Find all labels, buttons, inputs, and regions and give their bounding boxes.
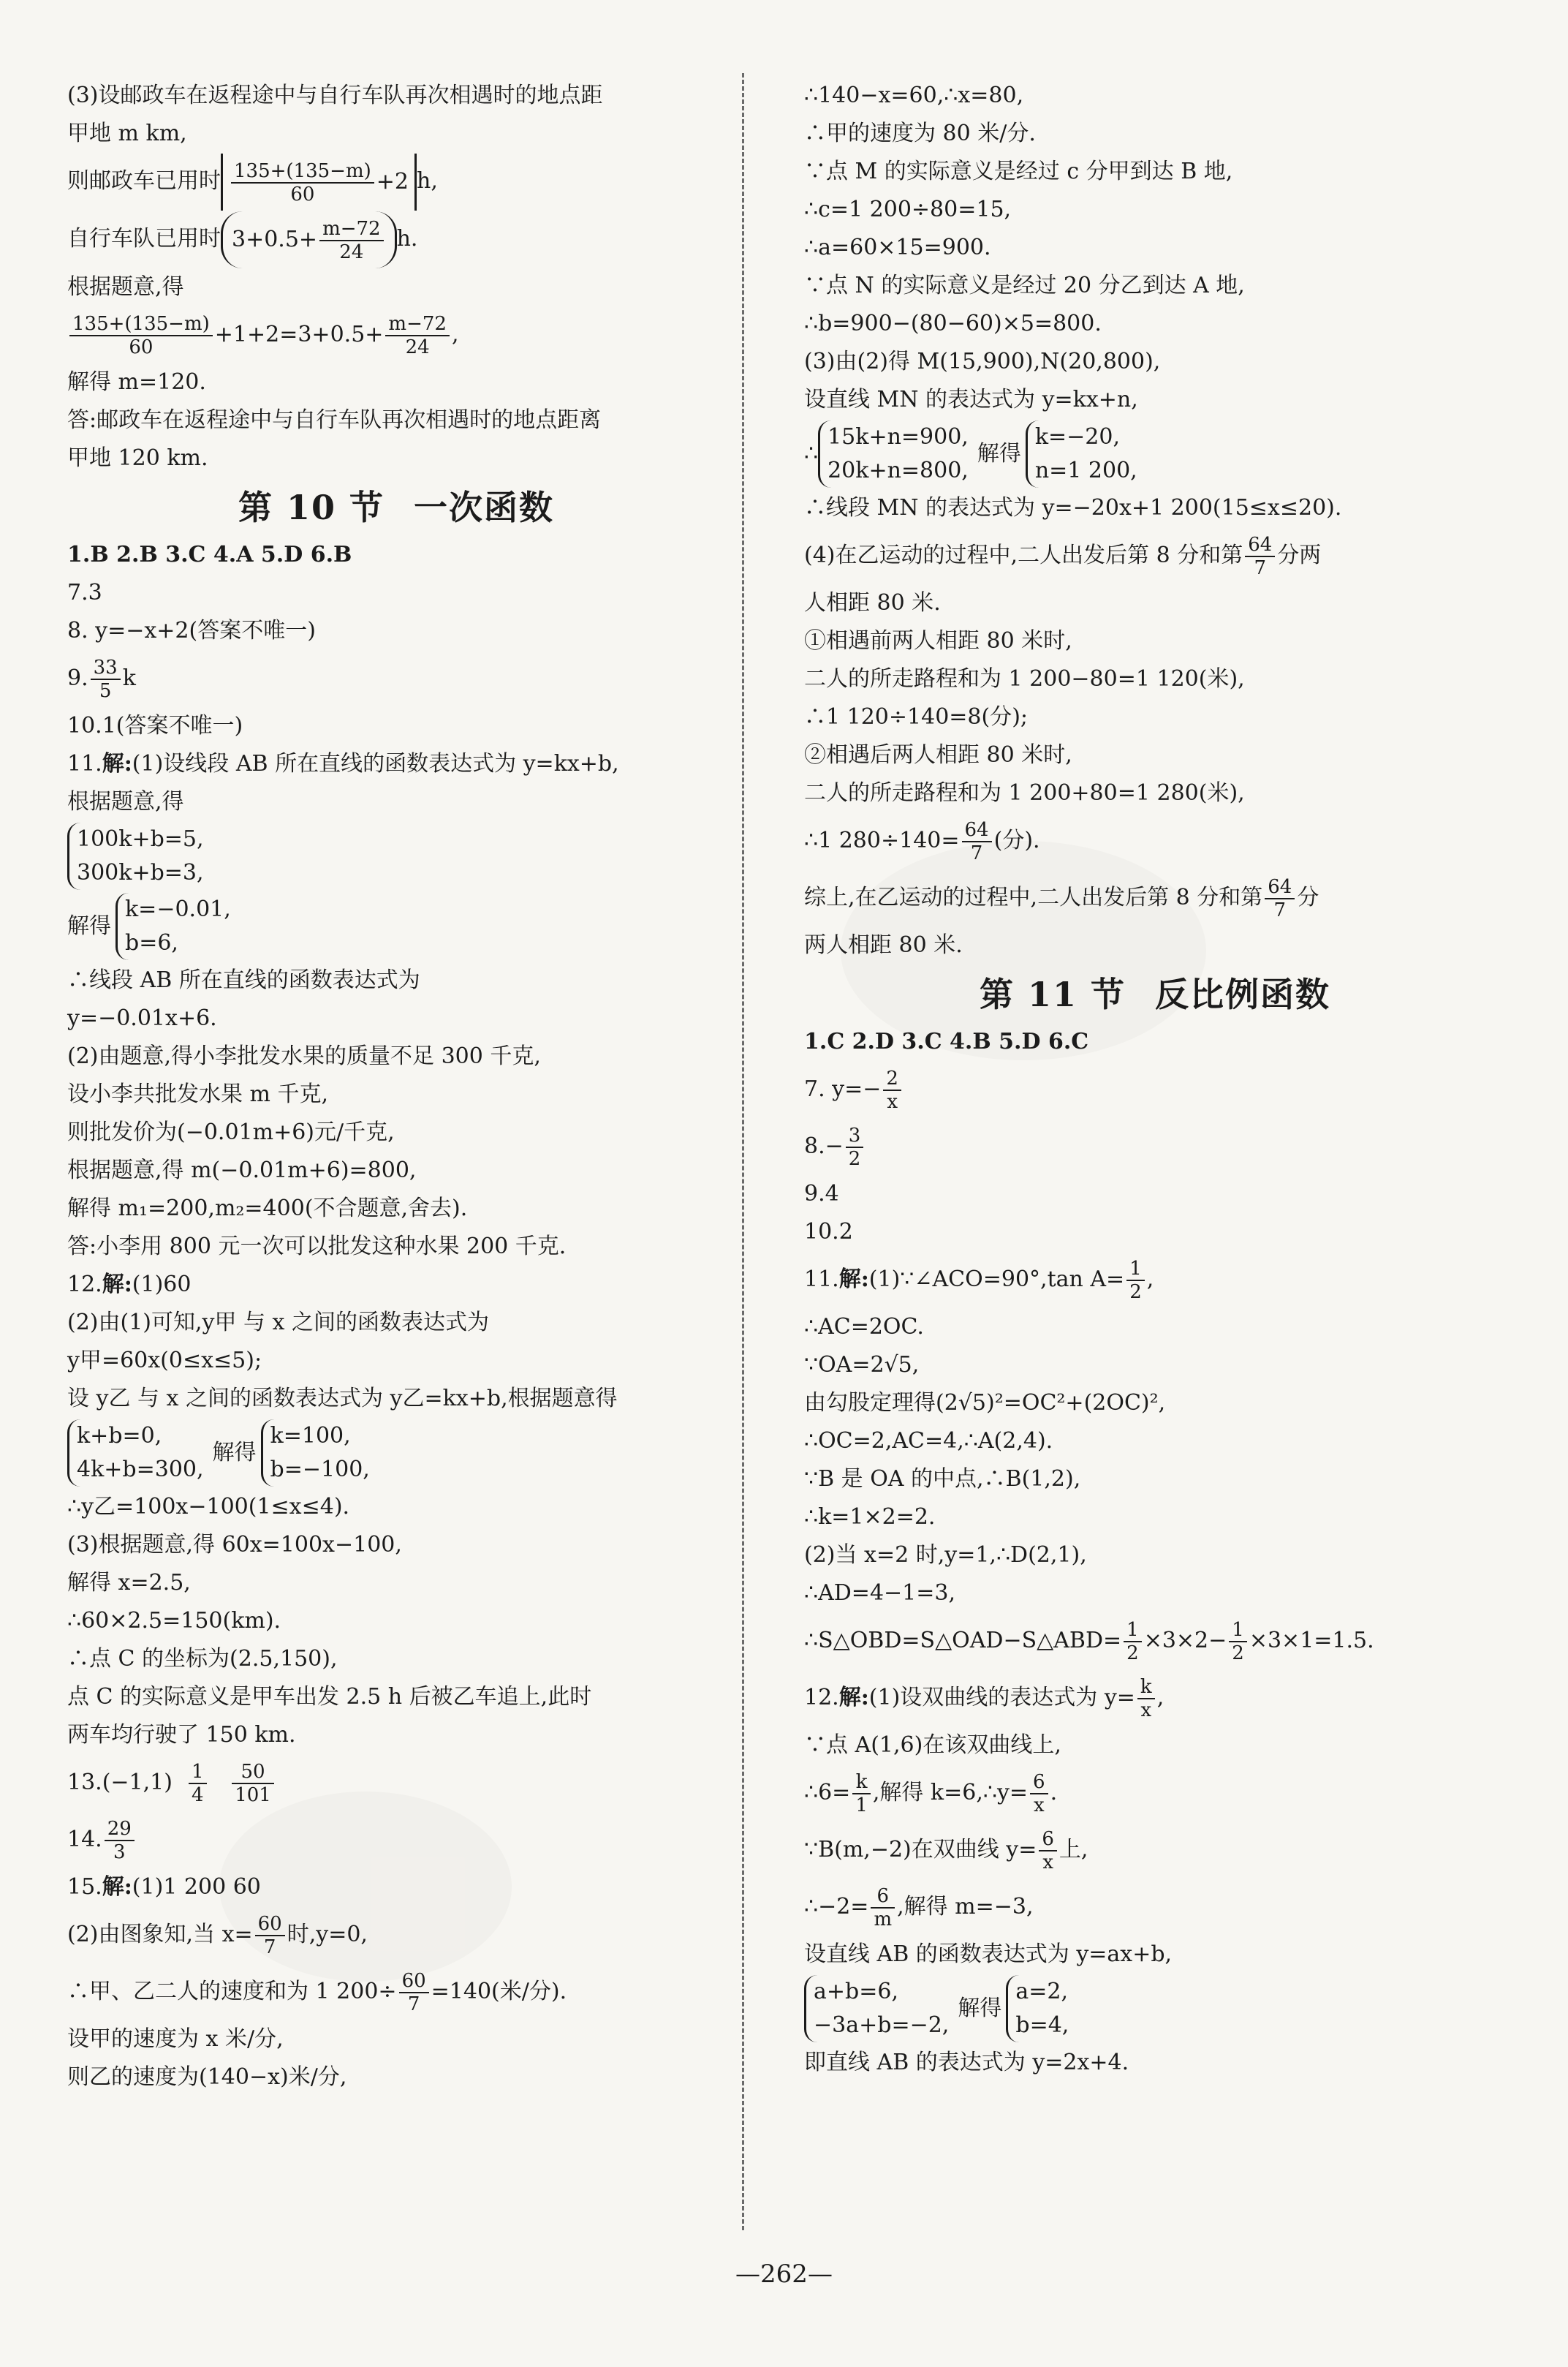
- fraction: $\frac{60}{7}$: [255, 1913, 285, 1958]
- fraction: $\frac{k}{x}$: [1137, 1676, 1155, 1721]
- text-line: 二人的所走路程和为 1 200−80=1 120(米),: [804, 666, 1245, 692]
- text-line: 点 C 的实际意义是甲车出发 2.5 h 后被乙车追上,此时: [67, 1684, 592, 1710]
- bracket-expression: $\frac{135+(135-m)}{60}$ +2: [221, 154, 417, 211]
- text-line: ∴甲、乙二人的速度和为 1 200÷ $\frac{60}{7}$ =140(米/分).: [67, 1970, 567, 2015]
- text-line: 两人相距 80 米.: [804, 932, 963, 958]
- text-line: 甲地 120 km.: [67, 445, 208, 471]
- equation-system: 100k+b=5, 300k+b=3,: [67, 821, 725, 891]
- text-line: ∴线段 AB 所在直线的函数表达式为: [67, 967, 420, 993]
- text-line: ∴c=1 200÷80=15,: [804, 197, 1012, 222]
- text-line: (2)由(1)可知,y甲 与 x 之间的函数表达式为: [67, 1310, 490, 1335]
- text-line: 11.解:(1)∵∠ACO=90°,tan A= $\frac{1}{2}$ ,: [804, 1258, 1154, 1303]
- fraction: $\frac{m-72}{24}$: [319, 218, 384, 263]
- text-line: (2)由图象知,当 x= $\frac{60}{7}$ 时,y=0,: [67, 1913, 368, 1958]
- text-line: ∴k=1×2=2.: [804, 1504, 936, 1530]
- fraction: $\frac{2}{x}$: [883, 1068, 901, 1113]
- text-line: 即直线 AB 的表达式为 y=2x+4.: [804, 2050, 1129, 2075]
- text-line: ∴S△OBD=S△OAD−S△ABD= $\frac{1}{2}$ ×3×2− $\frac{1}{2}$ ×3×1=1.5.: [804, 1619, 1374, 1664]
- paren-expression: 3+0.5+ $\frac{m-72}{24}$: [221, 211, 397, 268]
- text-line: 甲地 m km,: [67, 121, 187, 146]
- text-line: 根据题意,得 m(−0.01m+6)=800,: [67, 1158, 417, 1183]
- text-line: 由勾股定理得(2√5)²=OC²+(2OC)²,: [804, 1390, 1166, 1416]
- text-line: 人相距 80 米.: [804, 590, 941, 616]
- text-line: ∴y乙=100x−100(1≤x≤4).: [67, 1494, 350, 1520]
- section-heading-11: 第 11 节 反比例函数: [979, 975, 1331, 1014]
- text-line: (3)根据题意,得 60x=100x−100,: [67, 1532, 402, 1558]
- fraction: $\frac{6}{x}$: [1030, 1771, 1048, 1816]
- equation-system: 解得 k=−0.01, b=6,: [67, 891, 725, 962]
- fraction: $\frac{1}{2}$: [1126, 1258, 1145, 1303]
- text-line: 设 y乙 与 x 之间的函数表达式为 y乙=kx+b,根据题意得: [67, 1386, 618, 1411]
- text-line: 15.解:(1)1 200 60: [67, 1874, 261, 1900]
- text-line: 根据题意,得: [67, 274, 184, 300]
- text-line: ∴OC=2,AC=4,∴A(2,4).: [804, 1428, 1053, 1454]
- text-line: (4)在乙运动的过程中,二人出发后第 8 分和第 $\frac{64}{7}$ 分两: [804, 534, 1322, 579]
- fraction: $\frac{m-72}{24}$: [385, 313, 450, 358]
- text-line: ∴140−x=60,∴x=80,: [804, 83, 1024, 108]
- text-line: 设直线 AB 的函数表达式为 y=ax+b,: [804, 1941, 1173, 1967]
- text-line: 两车均行驶了 150 km.: [67, 1722, 296, 1748]
- answer-line: 9. $\frac{33}{5}$ k: [67, 657, 136, 702]
- column-divider: [742, 73, 744, 2230]
- answer-line: 14. $\frac{29}{3}$: [67, 1811, 725, 1868]
- text-line: (3)由(2)得 M(15,900),N(20,800),: [804, 349, 1161, 374]
- text-line: ∴甲的速度为 80 米/分.: [804, 121, 1036, 146]
- page-number: —262—: [735, 2260, 833, 2289]
- text-line: (3)设邮政车在返程途中与自行车队再次相遇时的地点距: [67, 83, 603, 108]
- answer-line: 1.B 2.B 3.C 4.A 5.D 6.B: [67, 542, 352, 567]
- right-column: [804, 77, 1506, 2082]
- answer-line: 8.− $\frac{3}{2}$: [804, 1118, 1506, 1175]
- text-line: ∴−2= $\frac{6}{m}$ ,解得 m=−3,: [804, 1885, 1034, 1930]
- text-line: y甲=60x(0≤x≤5);: [67, 1348, 262, 1373]
- fraction: $\frac{135+(135-m)}{60}$: [69, 313, 213, 358]
- text-line: 答:邮政车在返程途中与自行车队再次相遇时的地点距离: [67, 407, 602, 433]
- text-line: 解得 x=2.5,: [67, 1570, 191, 1596]
- fraction: $\frac{50}{101}$: [232, 1761, 274, 1806]
- text-line: 设直线 MN 的表达式为 y=kx+n,: [804, 387, 1138, 412]
- text-line: ∴点 C 的坐标为(2.5,150),: [67, 1646, 338, 1672]
- text-line: ①相遇前两人相距 80 米时,: [804, 628, 1072, 654]
- answer-line: 9.4: [804, 1181, 839, 1207]
- fraction: $\frac{3}{2}$: [846, 1125, 864, 1170]
- text-line: y=−0.01x+6.: [67, 1005, 217, 1031]
- equation-system: ∴ 15k+n=900, 20k+n=800, 解得 k=−20, n=1 200,: [804, 419, 1506, 489]
- text-line: 解得 m₁=200,m₂=400(不合题意,舍去).: [67, 1196, 468, 1221]
- text-line: ∵点 M 的实际意义是经过 c 分甲到达 B 地,: [804, 159, 1233, 184]
- section-heading-10: 第 10 节 一次函数: [238, 488, 555, 527]
- text-line: ∵点 N 的实际意义是经过 20 分乙到达 A 地,: [804, 273, 1245, 298]
- text-line: 12.解:(1)设双曲线的表达式为 y= $\frac{k}{x}$ ,: [804, 1676, 1164, 1721]
- answer-line: 10.2: [804, 1219, 853, 1245]
- text-line: ∴b=900−(80−60)×5=800.: [804, 311, 1102, 336]
- text-line: 解得 m=120.: [67, 369, 206, 395]
- fraction: $\frac{6}{m}$: [871, 1885, 895, 1930]
- fraction: $\frac{135+(135-m)}{60}$: [231, 160, 374, 205]
- text-line: 则批发价为(−0.01m+6)元/千克,: [67, 1120, 395, 1145]
- text-line: ∴1 120÷140=8(分);: [804, 704, 1029, 730]
- fraction: $\frac{1}{2}$: [1229, 1619, 1247, 1664]
- fraction: $\frac{64}{7}$: [1265, 876, 1295, 921]
- text-line: $\frac{135+(135-m)}{60}$ +1+2=3+0.5+ $\frac{m-72}{24}$ ,: [67, 306, 725, 363]
- fraction: $\frac{6}{x}$: [1039, 1828, 1057, 1873]
- text-line: 自行车队已用时 3+0.5+ $\frac{m-72}{24}$ h.: [67, 211, 725, 268]
- answer-line: 7.3: [67, 580, 102, 605]
- text-line: 11.解:(1)设线段 AB 所在直线的函数表达式为 y=kx+b,: [67, 751, 619, 777]
- answer-line: 7. y=− $\frac{2}{x}$: [804, 1061, 1506, 1118]
- text-line: ∵点 A(1,6)在该双曲线上,: [804, 1732, 1061, 1758]
- text-line: (2)由题意,得小李批发水果的质量不足 300 千克,: [67, 1043, 541, 1069]
- fraction: $\frac{33}{5}$: [91, 657, 121, 702]
- left-column: [67, 77, 725, 2096]
- text-line: 设甲的速度为 x 米/分,: [67, 2026, 284, 2052]
- text-line: ∴AC=2OC.: [804, 1314, 924, 1340]
- text-line: 则邮政车已用时 $\frac{135+(135-m)}{60}$ +2 h,: [67, 153, 725, 211]
- text-line: ∴线段 MN 的表达式为 y=−20x+1 200(15≤x≤20).: [804, 495, 1342, 521]
- answer-line: 1.C 2.D 3.C 4.B 5.D 6.C: [804, 1029, 1089, 1054]
- text-line: ∴6= $\frac{k}{1}$ ,解得 k=6,∴y= $\frac{6}{x}$ .: [804, 1771, 1058, 1816]
- text-line: ∵OA=2√5,: [804, 1352, 920, 1378]
- text-line: ②相遇后两人相距 80 米时,: [804, 742, 1072, 768]
- text-line: ∴1 280÷140= $\frac{64}{7}$ (分).: [804, 819, 1040, 864]
- answer-line: 13.(−1,1) $\frac{1}{4}$ $\frac{50}{101}$: [67, 1754, 725, 1811]
- equation-system: a+b=6, −3a+b=−2, 解得 a=2, b=4,: [804, 1974, 1506, 2044]
- text-line: 设小李共批发水果 m 千克,: [67, 1081, 329, 1107]
- answer-line: 8. y=−x+2(答案不唯一): [67, 618, 316, 643]
- fraction: $\frac{1}{2}$: [1124, 1619, 1142, 1664]
- answer-line: 10.1(答案不唯一): [67, 713, 243, 739]
- text-line: ∴AD=4−1=3,: [804, 1580, 956, 1606]
- text-line: 根据题意,得: [67, 789, 184, 815]
- fraction: $\frac{60}{7}$: [399, 1970, 429, 2015]
- equation-system: k+b=0, 4k+b=300, 解得 k=100, b=−100,: [67, 1418, 725, 1488]
- text-line: 综上,在乙运动的过程中,二人出发后第 8 分和第 $\frac{64}{7}$ 分: [804, 876, 1319, 921]
- text-line: ∵B(m,−2)在双曲线 y= $\frac{6}{x}$ 上,: [804, 1828, 1088, 1873]
- text-line: 二人的所走路程和为 1 200+80=1 280(米),: [804, 780, 1245, 806]
- text-line: ∴a=60×15=900.: [804, 235, 991, 260]
- text-line: 答:小李用 800 元一次可以批发这种水果 200 千克.: [67, 1234, 567, 1259]
- text-line: 则乙的速度为(140−x)米/分,: [67, 2064, 347, 2090]
- fraction: $\frac{1}{4}$: [189, 1761, 207, 1806]
- fraction: $\frac{64}{7}$: [1245, 534, 1275, 579]
- text-line: ∴60×2.5=150(km).: [67, 1608, 281, 1634]
- text-line: ∵B 是 OA 的中点,∴B(1,2),: [804, 1466, 1081, 1492]
- fraction: $\frac{k}{1}$: [852, 1771, 871, 1816]
- fraction: $\frac{64}{7}$: [962, 819, 992, 864]
- text-line: 12.解:(1)60: [67, 1272, 192, 1297]
- text-line: (2)当 x=2 时,y=1,∴D(2,1),: [804, 1542, 1087, 1568]
- fraction: $\frac{29}{3}$: [105, 1818, 135, 1863]
